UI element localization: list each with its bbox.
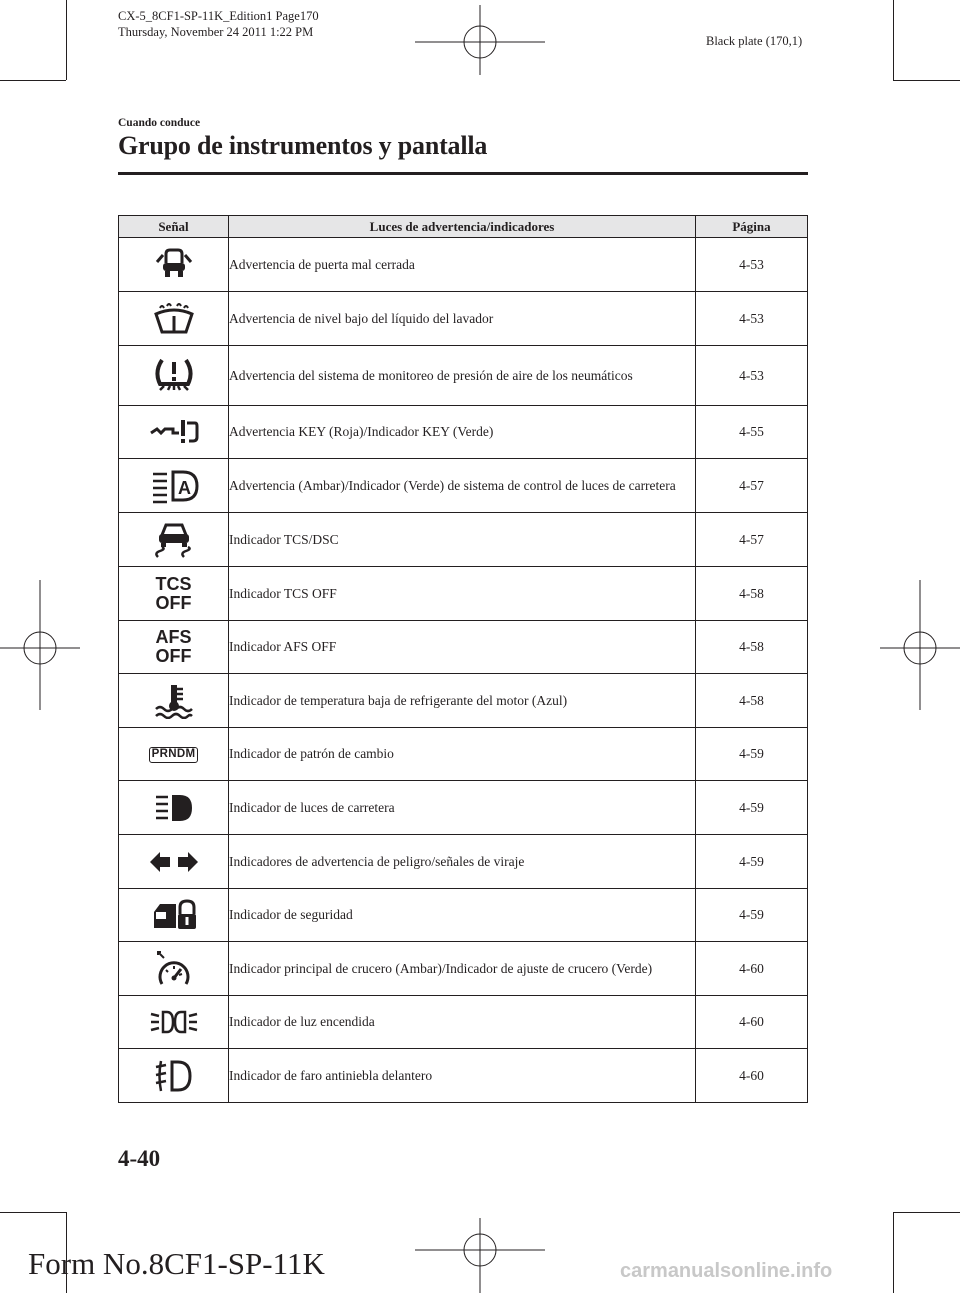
- table-row: [119, 292, 808, 346]
- page-ref: 4-59: [696, 781, 808, 835]
- table-row: [119, 889, 808, 942]
- table-row: [119, 238, 808, 292]
- page-ref: 4-58: [696, 674, 808, 728]
- page-ref: 4-59: [696, 835, 808, 889]
- indicator-name: Advertencia de puerta mal cerrada: [229, 238, 696, 292]
- page-ref: 4-58: [696, 621, 808, 674]
- print-header-line2: Thursday, November 24 2011 1:22 PM: [118, 25, 314, 39]
- page-ref: 4-57: [696, 513, 808, 567]
- watermark: carmanualsonline.info: [620, 1260, 833, 1282]
- page-ref: 4-53: [696, 292, 808, 346]
- page-ref: 4-55: [696, 406, 808, 459]
- column-header: Luces de advertencia/indicadores: [229, 216, 696, 238]
- auto-high-beam-icon: [119, 459, 229, 513]
- registration-mark-left: [0, 580, 80, 710]
- table-row: [119, 674, 808, 728]
- indicator-name: Indicador TCS OFF: [229, 567, 696, 621]
- page-number: 4-40: [118, 1146, 161, 1171]
- table-row: [119, 346, 808, 406]
- lights-on-icon: [119, 996, 229, 1049]
- table-row: [119, 781, 808, 835]
- page-ref: 4-53: [696, 346, 808, 406]
- front-fog-icon: [119, 1049, 229, 1103]
- cruise-icon: [119, 942, 229, 996]
- indicator-name: Indicador principal de crucero (Ambar)/Indicador de ajuste de crucero (Verde): [229, 942, 696, 996]
- table-row: [119, 621, 808, 674]
- table-row: [119, 728, 808, 781]
- crop-mark: [66, 0, 67, 80]
- security-icon: [119, 889, 229, 942]
- table-row: [119, 513, 808, 567]
- turn-signal-icon: [119, 835, 229, 889]
- off-label: OFF: [155, 592, 192, 613]
- page-ref: 4-59: [696, 889, 808, 942]
- page-ref: 4-59: [696, 728, 808, 781]
- table-row: [119, 1049, 808, 1103]
- indicator-name: Advertencia (Ambar)/Indicador (Verde) de sistema de control de luces de carretera: [229, 459, 696, 513]
- crop-mark: [893, 1212, 894, 1293]
- washer-fluid-icon: [119, 292, 229, 346]
- indicator-name: Advertencia KEY (Roja)/Indicador KEY (Verde): [229, 406, 696, 459]
- crop-mark: [893, 80, 960, 81]
- crop-mark: [0, 1212, 66, 1213]
- indicator-name: Indicador de seguridad: [229, 889, 696, 942]
- table-row: [119, 942, 808, 996]
- section-label: Cuando conduce: [118, 117, 201, 129]
- registration-mark-top: [415, 5, 545, 75]
- tcs-off-icon: [119, 567, 229, 621]
- afs-off-icon: [119, 621, 229, 674]
- indicator-table: [118, 215, 808, 1103]
- table-row: [119, 567, 808, 621]
- title-divider: [118, 172, 808, 175]
- indicator-name: Advertencia de nivel bajo del líquido del lavador: [229, 292, 696, 346]
- indicator-name: Advertencia del sistema de monitoreo de presión de aire de los neumáticos: [229, 346, 696, 406]
- page-ref: 4-60: [696, 942, 808, 996]
- page-ref: 4-53: [696, 238, 808, 292]
- indicator-name: Indicador de temperatura baja de refrigerante del motor (Azul): [229, 674, 696, 728]
- crop-mark: [893, 1212, 960, 1213]
- table-row: [119, 835, 808, 889]
- indicator-name: Indicador de faro antiniebla delantero: [229, 1049, 696, 1103]
- crop-mark: [893, 0, 894, 80]
- indicator-name: Indicador TCS/DSC: [229, 513, 696, 567]
- high-beam-icon: [119, 781, 229, 835]
- page-ref: 4-60: [696, 996, 808, 1049]
- shift-pattern-icon: [119, 728, 229, 781]
- coolant-temp-icon: [119, 674, 229, 728]
- indicator-name: Indicador AFS OFF: [229, 621, 696, 674]
- plate-label: Black plate (170,1): [706, 34, 803, 48]
- tcs-label: TCS: [155, 573, 192, 594]
- registration-mark-right: [880, 580, 960, 710]
- key-icon: [119, 406, 229, 459]
- tire-pressure-icon: [119, 346, 229, 406]
- table-header-row: [119, 216, 808, 238]
- column-header: Página: [696, 216, 808, 238]
- table-row: [119, 406, 808, 459]
- page-ref: 4-60: [696, 1049, 808, 1103]
- page-title: Grupo de instrumentos y pantalla: [118, 131, 488, 160]
- prndm-label: PRNDM: [149, 747, 199, 763]
- indicator-name: Indicador de luz encendida: [229, 996, 696, 1049]
- door-ajar-icon: [119, 238, 229, 292]
- indicator-name: Indicador de patrón de cambio: [229, 728, 696, 781]
- print-header-line1: CX-5_8CF1-SP-11K_Edition1 Page170: [118, 9, 319, 23]
- table-row: [119, 459, 808, 513]
- indicator-name: Indicadores de advertencia de peligro/señales de viraje: [229, 835, 696, 889]
- svg-text:A: A: [177, 477, 191, 498]
- indicator-name: Indicador de luces de carretera: [229, 781, 696, 835]
- page-ref: 4-57: [696, 459, 808, 513]
- crop-mark: [0, 80, 66, 81]
- off-label: OFF: [155, 646, 192, 666]
- afs-label: AFS: [155, 627, 192, 647]
- table-row: [119, 996, 808, 1049]
- tcs-dsc-icon: [119, 513, 229, 567]
- column-header: Señal: [119, 216, 229, 238]
- registration-mark-bottom: [415, 1218, 545, 1293]
- page-ref: 4-58: [696, 567, 808, 621]
- print-header: [118, 8, 319, 40]
- form-number: Form No.8CF1-SP-11K: [28, 1246, 325, 1281]
